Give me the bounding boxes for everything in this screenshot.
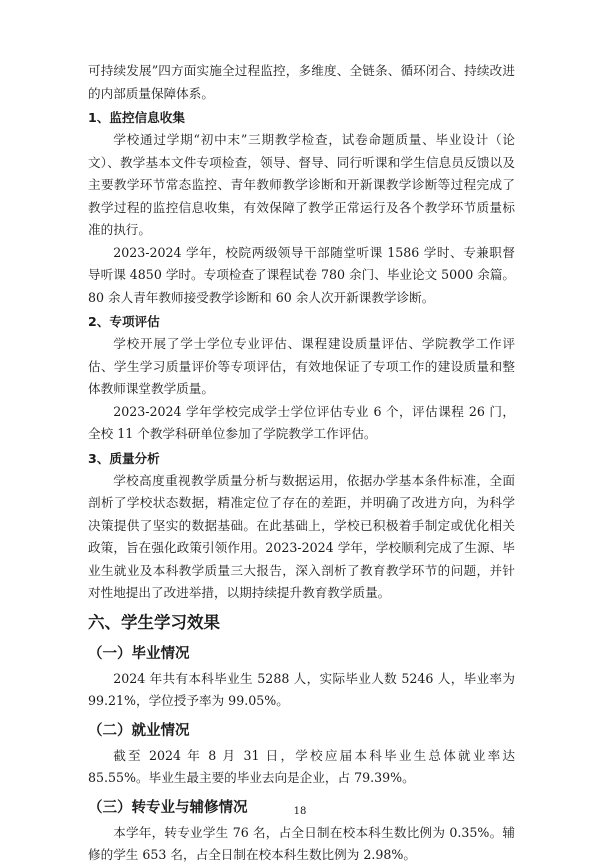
subsection-heading-major-transfer: （三）转专业与辅修情况 xyxy=(88,799,248,816)
subsection-heading-graduation: （一）毕业情况 xyxy=(88,645,190,662)
section-heading-monitoring: 1、监控信息收集 xyxy=(88,110,185,125)
subsection-heading-employment: （二）就业情况 xyxy=(88,722,190,739)
body-paragraph: 学校通过学期“初中末”三期教学检查，试卷命题质量、毕业设计（论文）、教学基本文件专项检查，领导、督导、同行听课和学生信息员反馈以及主要教学环节常态监控、青年教师教学诊断和开新课教学诊断等过程完成了教学过程的监控信息收集，有效保障了教学正常运行及各个教学环节质量标准的执行。 xyxy=(88,132,515,237)
page-number: 18 xyxy=(293,806,307,817)
section-heading-quality-analysis: 3、质量分析 xyxy=(88,450,160,466)
body-paragraph: 2024 年共有本科毕业生 5288 人，实际毕业人数 5246 人，毕业率为 99.21%，学位授予率为 99.05%。 xyxy=(88,670,515,708)
body-paragraph: 截至 2024 年 8 月 31 日，学校应届本科毕业生总体就业率达 85.55%。毕业生最主要的毕业去向是企业，占 79.39%。 xyxy=(88,747,515,785)
chapter-title: 六、学生学习效果 xyxy=(88,612,220,632)
body-paragraph: 本学年，转专业学生 76 名，占全日制在校本科生数比例为 0.35%。辅修的学生 653 名，占全日制在校本科生数比例为 2.98%。 xyxy=(88,824,515,862)
page-content xyxy=(88,60,515,867)
body-paragraph: 2023-2024 学年，校院两级领导干部随堂听课 1586 学时、专兼职督导听课 4850 学时。专项检查了课程试卷 780 余门、毕业论文 5000 余篇。80 余人青年教师接受教学诊断和 60 余人次开新课教学诊断。 xyxy=(88,244,516,305)
intro-paragraph: 可持续发展”四方面实施全过程监控，多维度、全链条、循环闭合、持续改进的内部质量保障体系。 xyxy=(88,63,515,101)
body-paragraph: 学校开展了学士学位专业评估、课程建设质量评估、学院教学工作评估、学生学习质量评价等专项评估，有效地保证了专项工作的建设质量和整体教师课堂教学质量。 xyxy=(88,336,515,396)
body-paragraph: 2023-2024 学年学校完成学士学位评估专业 6 个，评估课程 26 门，全校 11 个教学科研单位参加了学院教学工作评估。 xyxy=(88,403,515,441)
body-paragraph: 学校高度重视教学质量分析与数据运用，依据办学基本条件标准，全面剖析了学校状态数据，精准定位了存在的差距，并明确了改进方向，为科学决策提供了坚实的数据基础。在此基础上，学校已积极着手制定或优化相关政策，旨在强化政策引领作用。2023-2024 学年，学校顺利完成了生源、毕业生就业及本科教学质量三大报告，深入剖析了教育教学环节的问题，并针对性地提出了改进举措，以期持续提升教育教学质量。 xyxy=(88,472,515,600)
section-heading-special-assessment: 2、专项评估 xyxy=(88,314,160,329)
